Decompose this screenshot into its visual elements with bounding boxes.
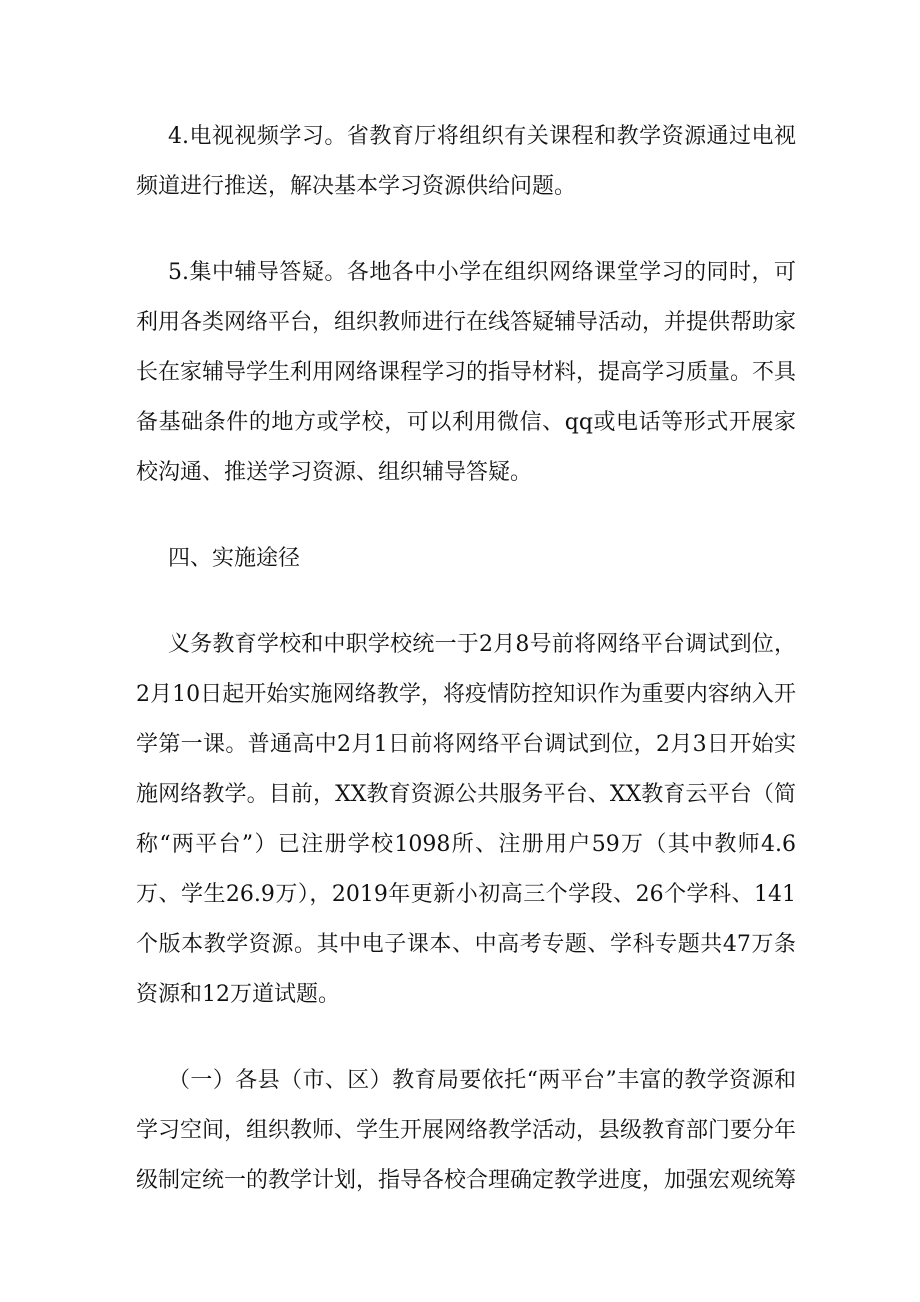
section-heading-implementation: 四、实施途径 bbox=[168, 546, 301, 571]
paragraph-gap bbox=[136, 1020, 796, 1056]
paragraph-gap bbox=[136, 212, 796, 248]
paragraph-centralized-tutoring: 5.集中辅导答疑。各地各中小学在组织网络课堂学习的同时，可利用各类网络平台，组织教师进行在线答疑辅导活动，并提供帮助家长在家辅导学生利用网络课程学习的指导材料，提高学习质量。不具备基础条件的地方或学校，可以利用微信、qq或电话等形式开展家校沟通、推送学习资源、组织辅导答疑。 bbox=[136, 260, 797, 485]
paragraph-implementation-schedule: 义务教育学校和中职学校统一于2月8号前将网络平台调试到位，2月10日起开始实施网络教学，将疫情防控知识作为重要内容纳入开学第一课。普通高中2月1日前将网络平台调试到位，2月3日开始实施网络教学。目前，XX教育资源公共服务平台、XX教育云平台（简称“两平台”）已注册学校1098所、注册用户59万（其中教师4.6万、学生26.9万），2019年更新小初高三个学段、26个学科、141个版本教学资源。其中电子课本、中高考专题、学科专题共47万条资源和12万道试题。 bbox=[136, 632, 796, 1007]
paragraph-county-education-bureau: （一）各县（市、区）教育局要依托“两平台”丰富的教学资源和学习空间，组织教师、学生开展网络教学活动，县级教育部门要分年级制定统一的教学计划，指导各校合理确定教学进度，加强宏观统筹 bbox=[136, 1068, 797, 1193]
document-body bbox=[136, 112, 796, 1206]
paragraph-gap bbox=[136, 584, 796, 620]
paragraph-gap bbox=[136, 498, 796, 534]
paragraph-tv-video-learning: 4.电视视频学习。省教育厅将组织有关课程和教学资源通过电视频道进行推送，解决基本学习资源供给问题。 bbox=[136, 124, 796, 199]
